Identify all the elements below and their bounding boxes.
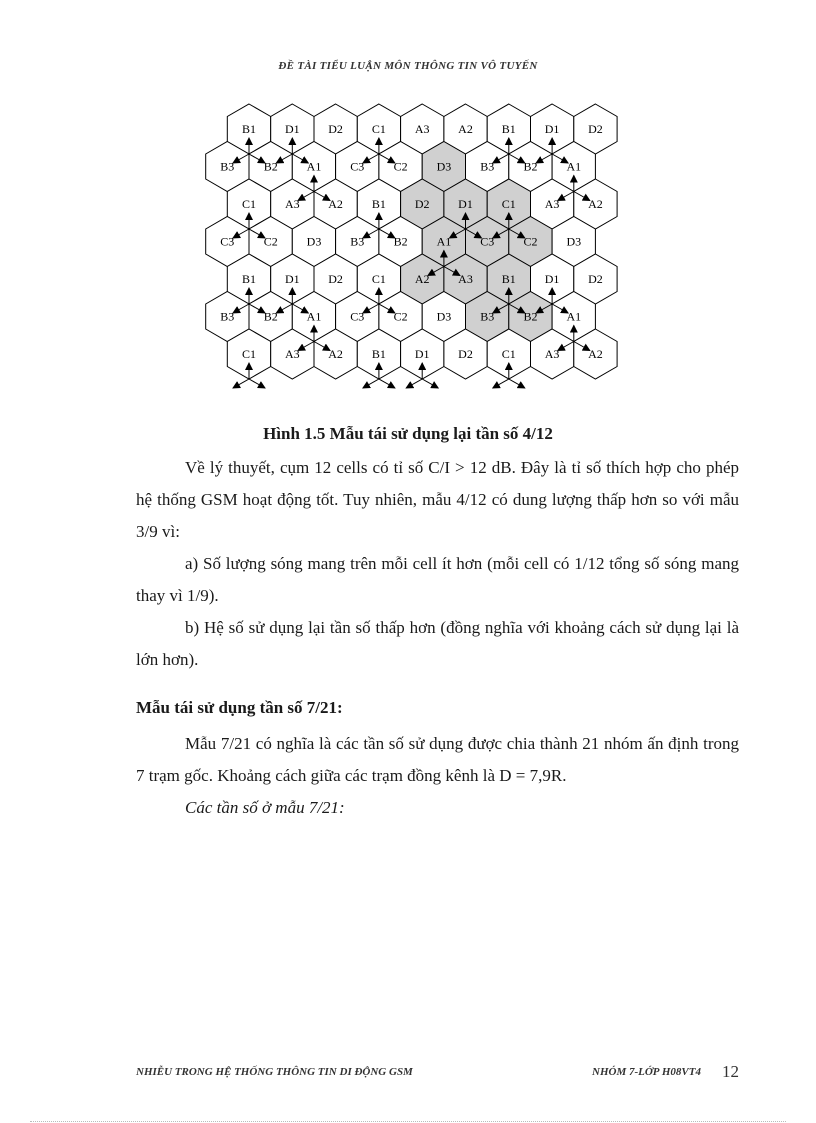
cell-label: D2 (414, 197, 430, 211)
bottom-dotted-rule (30, 1121, 786, 1122)
cell-label: D1 (544, 122, 560, 136)
cell-label: C1 (371, 122, 386, 136)
cell-label: A3 (284, 197, 300, 211)
cell-label: B3 (220, 309, 235, 324)
paragraph-5: Các tần số ở mẫu 7/21: (185, 798, 345, 817)
cell-label: D2 (458, 347, 473, 361)
cell-label: C2 (393, 159, 408, 174)
cell-label: A1 (306, 159, 322, 174)
antenna-arrow (406, 379, 422, 388)
antenna-arrow (233, 379, 249, 388)
antenna-arrow (379, 379, 395, 388)
cell-label: A3 (544, 197, 560, 211)
cell-label: A1 (306, 309, 322, 324)
cell-label: B2 (523, 309, 538, 324)
cell-label: D3 (436, 159, 452, 174)
cell-label: B3 (350, 234, 365, 249)
antenna-arrow (249, 379, 265, 388)
cell-label: D2 (588, 122, 603, 136)
cell-label: A3 (284, 347, 300, 361)
cell-label: D1 (414, 347, 430, 361)
cell-label: C1 (241, 197, 257, 211)
cell-label: D1 (458, 197, 473, 211)
cell-label: B2 (523, 159, 538, 174)
footer-group: NHÓM 7-LỚP H08VT4 (592, 1066, 701, 1078)
cell-label: B3 (480, 309, 495, 324)
cell-label: D2 (588, 272, 603, 286)
cell-label: C1 (241, 347, 257, 361)
cell-label: C2 (263, 234, 278, 249)
paragraph-4: Mẫu 7/21 có nghĩa là các tần số sử dụng được chia thành 21 nhóm ấn định trong 7 trạm gốc. Khoảng cách giữa các trạm đồng kênh là D = 7,9R. (136, 734, 739, 785)
cell-label: D3 (436, 309, 452, 324)
cell-label: A3 (544, 347, 560, 361)
cell-label: D3 (566, 234, 582, 249)
paragraph-3: b) Hệ số sử dụng lại tần số thấp hơn (đồng nghĩa với khoảng cách sử dụng lại là lớn hơn). (136, 618, 739, 669)
cell-label: C1 (501, 347, 516, 361)
cell-label: A2 (458, 122, 473, 136)
page-number: 12 (722, 1062, 739, 1081)
cell-label: A2 (328, 197, 343, 211)
cell-label: B1 (241, 272, 257, 286)
antenna-arrow (363, 379, 379, 388)
cell-label: C2 (393, 309, 408, 324)
cell-label: D2 (328, 122, 343, 136)
antenna-arrow (493, 379, 509, 388)
cell-label: D1 (544, 272, 560, 286)
cell-label: B3 (220, 159, 235, 174)
cell-label: C1 (371, 272, 386, 286)
antenna-arrow (422, 379, 438, 388)
cell-label: B1 (371, 197, 386, 211)
footer-title: NHIỄU TRONG HỆ THỐNG THÔNG TIN DI ĐỘNG GSM (136, 1066, 413, 1078)
cell-label: A1 (566, 309, 582, 324)
cell-label: C3 (350, 159, 365, 174)
figure-caption: Hình 1.5 Mẫu tái sử dụng lại tần số 4/12 (263, 424, 553, 443)
cell-label: B1 (501, 272, 516, 286)
cell-label: A1 (566, 159, 582, 174)
cell-label: D1 (284, 122, 300, 136)
cell-label: B2 (263, 309, 278, 324)
cell-label: D3 (306, 234, 322, 249)
cell-label: D1 (284, 272, 300, 286)
cell-label: C1 (501, 197, 516, 211)
cell-label: B1 (371, 347, 386, 361)
cell-label: A2 (328, 347, 343, 361)
cell-label: D2 (328, 272, 343, 286)
cell-label: B1 (241, 122, 257, 136)
cell-label: B1 (501, 122, 516, 136)
cell-label: A2 (588, 197, 603, 211)
cell-label: A3 (458, 272, 473, 286)
cell-label: A1 (436, 234, 452, 249)
cell-label: B3 (480, 159, 495, 174)
paragraph-1: Về lý thuyết, cụm 12 cells có tỉ số C/I > 12 dB. Đây là tỉ số thích hợp cho phép hệ thống GSM hoạt động tốt. Tuy nhiên, mẫu 4/12 có dung lượng thấp hơn so với mẫu 3/9 vì: (136, 458, 739, 541)
frequency-reuse-hex-diagram (222, 102, 646, 406)
cell-label: C3 (220, 234, 235, 249)
section-heading: Mẫu tái sử dụng tần số 7/21: (136, 698, 343, 717)
antenna-arrow (509, 379, 525, 388)
cell-label: A2 (414, 272, 430, 286)
cell-label: B2 (263, 159, 278, 174)
paragraph-2: a) Số lượng sóng mang trên mỗi cell ít hơn (mỗi cell có 1/12 tổng số sóng mang thay vì 1/9). (136, 554, 739, 605)
cell-label: C3 (350, 309, 365, 324)
cell-label: C3 (480, 234, 495, 249)
cell-label: B2 (393, 234, 408, 249)
cell-label: A3 (414, 122, 430, 136)
cell-label: C2 (523, 234, 538, 249)
page-header: ĐỀ TÀI TIỂU LUẬN MÔN THÔNG TIN VÔ TUYẾN (278, 60, 538, 72)
cell-label: A2 (588, 347, 603, 361)
